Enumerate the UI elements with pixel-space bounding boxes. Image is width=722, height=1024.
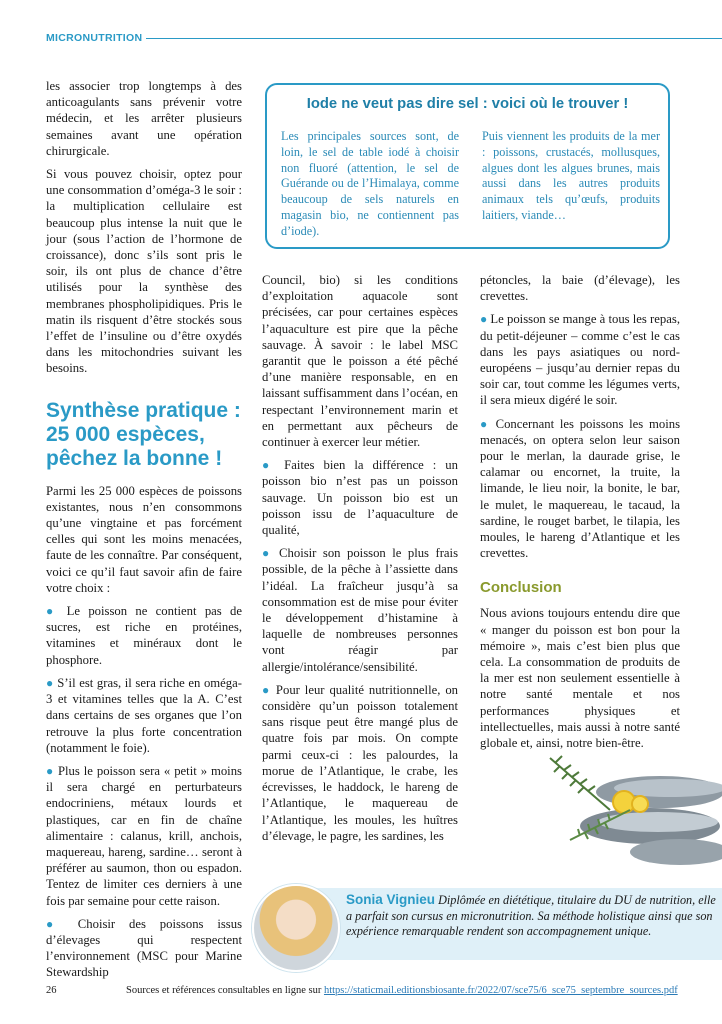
bullet-text: Choisir son poisson le plus frais possible, de la pêche à l’assiette dans l’idéal. La fraîcheur jusqu’à sa consommation est de mise pour éviter le développement d’histamine à laquelle de nombreuses personnes vont réagir par allergie/intolérance/sensibilité.: [262, 546, 459, 674]
header-rule: [146, 38, 722, 39]
bullet-dot-icon: ●: [262, 546, 273, 561]
rosemary-sprig: [550, 756, 610, 810]
paragraph: Council, bio) si les conditions d’exploitation aquacole sont précisées, car pour certaines espèces l’aquaculture est pire que la pêche sauvage. À savoir : le label MSC garantit que le poisson a été pêché d’une manière responsable, en en laissant suffisamment dans l’océan, en respectant l’environnement marin et en permettant aux pêcheurs de continuer à exercer leur métier.: [262, 273, 458, 450]
bullet-text: Pour leur qualité nutritionnelle, on considère qu’un poisson totalement sans risque peut être mangé plus de quatre fois par mois. On compte parmi ceux-ci : les palourdes, la morue de l’Atlantique, le crabe, les écrevisses, le haddock, le hareng de l’Atlantique, le maquereau de l’Atlantique, les moules, les huîtres d’élevage, le pagre, les sardines, les: [262, 682, 459, 843]
sources-line: [126, 985, 678, 996]
bullet-item: [480, 416, 680, 562]
fish-shape: [598, 812, 718, 832]
section-label: MICRONUTRITION: [46, 32, 143, 44]
bullet-text: Faites bien la différence : un poisson bio n’est pas un poisson sauvage. Un poisson bio est un poisson issu de l’aquaculture de qualité,: [262, 458, 458, 538]
page-number: 26: [46, 985, 57, 996]
lemon-slice: [632, 796, 648, 812]
bullet-item: [46, 675, 242, 756]
bullet-text: Le poisson ne contient pas de sucres, est riche en protéines, vitamines et minéraux dont le phosphore.: [46, 604, 243, 667]
bullet-dot-icon: ●: [46, 763, 55, 778]
bullet-dot-icon: ●: [480, 416, 490, 431]
bullet-item: [262, 682, 458, 844]
bullet-item: [262, 545, 458, 675]
bullet-item: [46, 603, 242, 668]
box-right-text: Puis viennent les produits de la mer : poissons, crustacés, mollusques, algues dont les algues brunes, mais aussi dans les autres produits animaux tels qu’œufs, produits laitiers, viande…: [482, 129, 660, 222]
bullet-dot-icon: ●: [262, 458, 276, 473]
bullet-dot-icon: ●: [46, 675, 54, 690]
paragraph: Parmi les 25 000 espèces de poissons existantes, nous n’en consommons qu’une vingtaine et pas forcément celles qui sont les moins menacées, faute de les connaître. Par conséquent, voici ce qu’il faut savoir afin de faire votre choix :: [46, 483, 242, 595]
author-name: Sonia Vignieu: [346, 892, 436, 907]
paragraph: Si vous pouvez choisir, optez pour une consommation d’oméga-3 le soir : la multiplication cellulaire est beaucoup plus intense la nuit que le jour (sous l’action de l’hormone de croissance), donc s’ils sont pris le soir, ils ont plus de chance d’être utilisés pour la synthèse des membranes phospholipidiques. Pris le matin ils risquent d’être stockés sous l’effet de l’insuline ou d’être oxydés dans les mitochondries suivant les besoins.: [46, 167, 242, 376]
sources-text: Sources et références consultables en ligne sur: [126, 985, 322, 996]
iodine-info-box: [265, 83, 670, 249]
sources-link[interactable]: https://staticmail.editionsbiosante.fr/2022/07/sce75/6_sce75_septembre_sources.pdf: [323, 985, 678, 996]
column-1: [46, 78, 242, 988]
bullet-item: [46, 763, 242, 909]
fish-illustration: [540, 740, 722, 868]
author-block: [238, 880, 722, 975]
bullet-text: Concernant les poissons les moins menacés, on optera selon leur saison pour le merlan, la daurade grise, le calamar ou encornet, la truite, la limande, le lieu noir, la bonite, le bar, le mulet, le maquereau, le tacaud, la sardine, le rouget barbet, le tilapia, les moules, le hareng d’Atlantique et les crevettes.: [480, 416, 681, 561]
paragraph: pétoncles, la baie (d’élevage), les crevettes.: [480, 273, 680, 304]
box-title: Iode ne veut pas dire sel : voici où le trouver !: [306, 96, 629, 112]
section-heading-conclusion: Conclusion: [480, 579, 562, 597]
bullet-text: Le poisson se mange à tous les repas, du petit-déjeuner – comme c’est le cas dans les pays asiatiques ou nord-européens – jusqu’au dernier repas du soir car, tout comme les légumes verts, il sera mieux digéré le soir.: [480, 312, 680, 408]
author-bio: Diplômée en diététique, titulaire du DU de nutrition, elle a parfait son cursus en micronutrition. Sa méthode holistique ainsi que son expérience remarquable rendent son accompagnement unique.: [346, 893, 716, 938]
page-footer: [46, 985, 686, 1001]
box-left-text: Les principales sources sont, de loin, le sel de table iodé à choisir non fluoré (attention, le sel de Guérande ou de l’Himalaya, comme beaucoup de sels naturels en magasin bio, ne contiennent pas d’iode).: [281, 129, 459, 238]
author-text: [346, 892, 718, 940]
column-3: [480, 272, 680, 758]
column-2: [262, 272, 458, 851]
bullet-text: S’il est gras, il sera riche en oméga-3 et vitamines telles que la A. C’est dans certains de ses organes que l’on retrouve la plus forte concentration (notamment le foie).: [46, 675, 242, 755]
bullet-dot-icon: ●: [46, 604, 59, 619]
bullet-item: [262, 457, 458, 538]
author-photo: [252, 884, 340, 972]
section-heading-synthese: Synthèse pratique : 25 000 espèces, pêchez la bonne !: [46, 398, 241, 470]
bullet-dot-icon: ●: [46, 916, 64, 931]
bullet-item: [480, 311, 680, 408]
bullet-text: Plus le poisson sera « petit » moins il sera chargé en perturbateurs endocriniens, métaux lourds et plastiques, car en fin de chaîne alimentaire : calanus, krill, anchois, maquereau, hareng, sardine… seront à préférer au saumon, thon ou espadon. Tentez de limiter ces derniers à une fois par semaine pour cette raison.: [46, 763, 242, 908]
section-header: [46, 30, 722, 48]
bullet-dot-icon: ●: [262, 682, 271, 697]
paragraph: Nous avions toujours entendu dire que « manger du poisson est bon pour la mémoire », mais c’est bien plus que cela. La consommation de produits de la mer est non seulement essentielle à notre santé mentale et nos performances physiques et intellectuelles, mais aussi à notre santé globale et, ainsi, notre bien-être.: [480, 606, 680, 751]
bullet-item: [46, 916, 242, 981]
paragraph: les associer trop longtemps à des anticoagulants sans prévenir votre médecin, et les arrêter plusieurs semaines avant une opération chirurgicale.: [46, 79, 242, 158]
bullet-text: Choisir des poissons issus d’élevages qui respectent l’environnement (MSC pour Marine Stewardship: [46, 916, 243, 980]
bullet-dot-icon: ●: [480, 312, 488, 327]
